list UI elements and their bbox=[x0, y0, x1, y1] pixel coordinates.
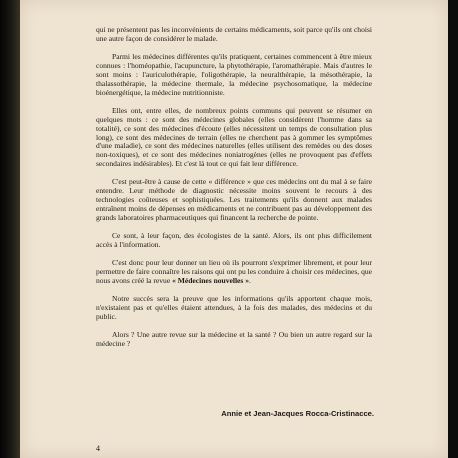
paragraph-6 bbox=[96, 259, 372, 286]
paragraph-2: Parmi les médecines différentes qu'ils pratiquent, certaines commencent à être mieux connues : l'homéopathie, l'acupuncture, la phytothérapie, l'aromathérapie. Mais d'autres le sont moins : l'auriculothérapie, l'oligothérapie, la neuralthérapie, la mésothérapie, la thalassothérapie, la médecine thermale, la médecine psychosomatique, la médecine bioénergétique, la médecine nutritionniste. bbox=[96, 51, 372, 97]
paragraph-5: Ce sont, à leur façon, des écologistes de la santé. Alors, ils ont plus difficilement accès à l'information. bbox=[96, 231, 372, 250]
page-number: 4 bbox=[96, 444, 100, 453]
paragraph-6-text: C'est donc pour leur donner un lieu où ils pourront s'exprimer librement, et pour leur permettre de faire connaître les raisons qui ont pu les conduire à choisir ces médecines, que nous avons créé la revue bbox=[96, 258, 372, 285]
paragraph-8: Alors ? Une autre revue sur la médecine et la santé ? Ou bien un autre regard sur la médecine ? bbox=[96, 329, 372, 348]
author-signature: Annie et Jean-Jacques Rocca-Cristinacce. bbox=[221, 409, 374, 418]
article-body bbox=[96, 26, 372, 349]
paragraph-4: C'est peut-être à cause de cette « différence » que ces médecins ont du mal à se faire entendre. Leur méthode de diagnostic nécessite moins souvent le recours à des technologies coûteuses et sophistiquées. Les traitements qu'ils donnent aux malades entraînent moins de dépenses en médicaments et ne contribuent pas au développement des grands laboratoires pharmaceutiques qui financent la recherche de pointe. bbox=[96, 177, 372, 223]
journal-name: « Médecines nouvelles » bbox=[172, 275, 250, 285]
paragraph-1: qui ne présentent pas les inconvénients de certains médicaments, soit parce qu'ils ont choisi une autre façon de considérer le malade. bbox=[96, 25, 372, 43]
paragraph-3: Elles ont, entre elles, de nombreux points communs qui peuvent se résumer en quelques mots : ce sont des médecines globales (elles considèrent l'homme dans sa totalité), ce sont des médecines d'écoute (elles nécessitent un temps de consultation plus long), ce sont des médecines de terrain (elles ne cherchent pas à gommer les symptômes d'une maladie), ce sont des médecines naturelles (elles utilisent des remèdes ou des doses non-toxiques), et ce sont des médecines noniatrogènes (elles ne provoquent pas d'effets secondaires indésirables). Et c'est là tout ce qui fait leur différence. bbox=[96, 105, 372, 169]
paragraph-7: Notre succès sera la preuve que les informations qu'ils apportent chaque mois, n'existaient pas et qu'elles étaient attendues, à la fois des malades, des médecins et du public. bbox=[96, 293, 372, 321]
book-spine-shadow bbox=[0, 0, 20, 458]
journal-name-end: . bbox=[249, 275, 251, 285]
